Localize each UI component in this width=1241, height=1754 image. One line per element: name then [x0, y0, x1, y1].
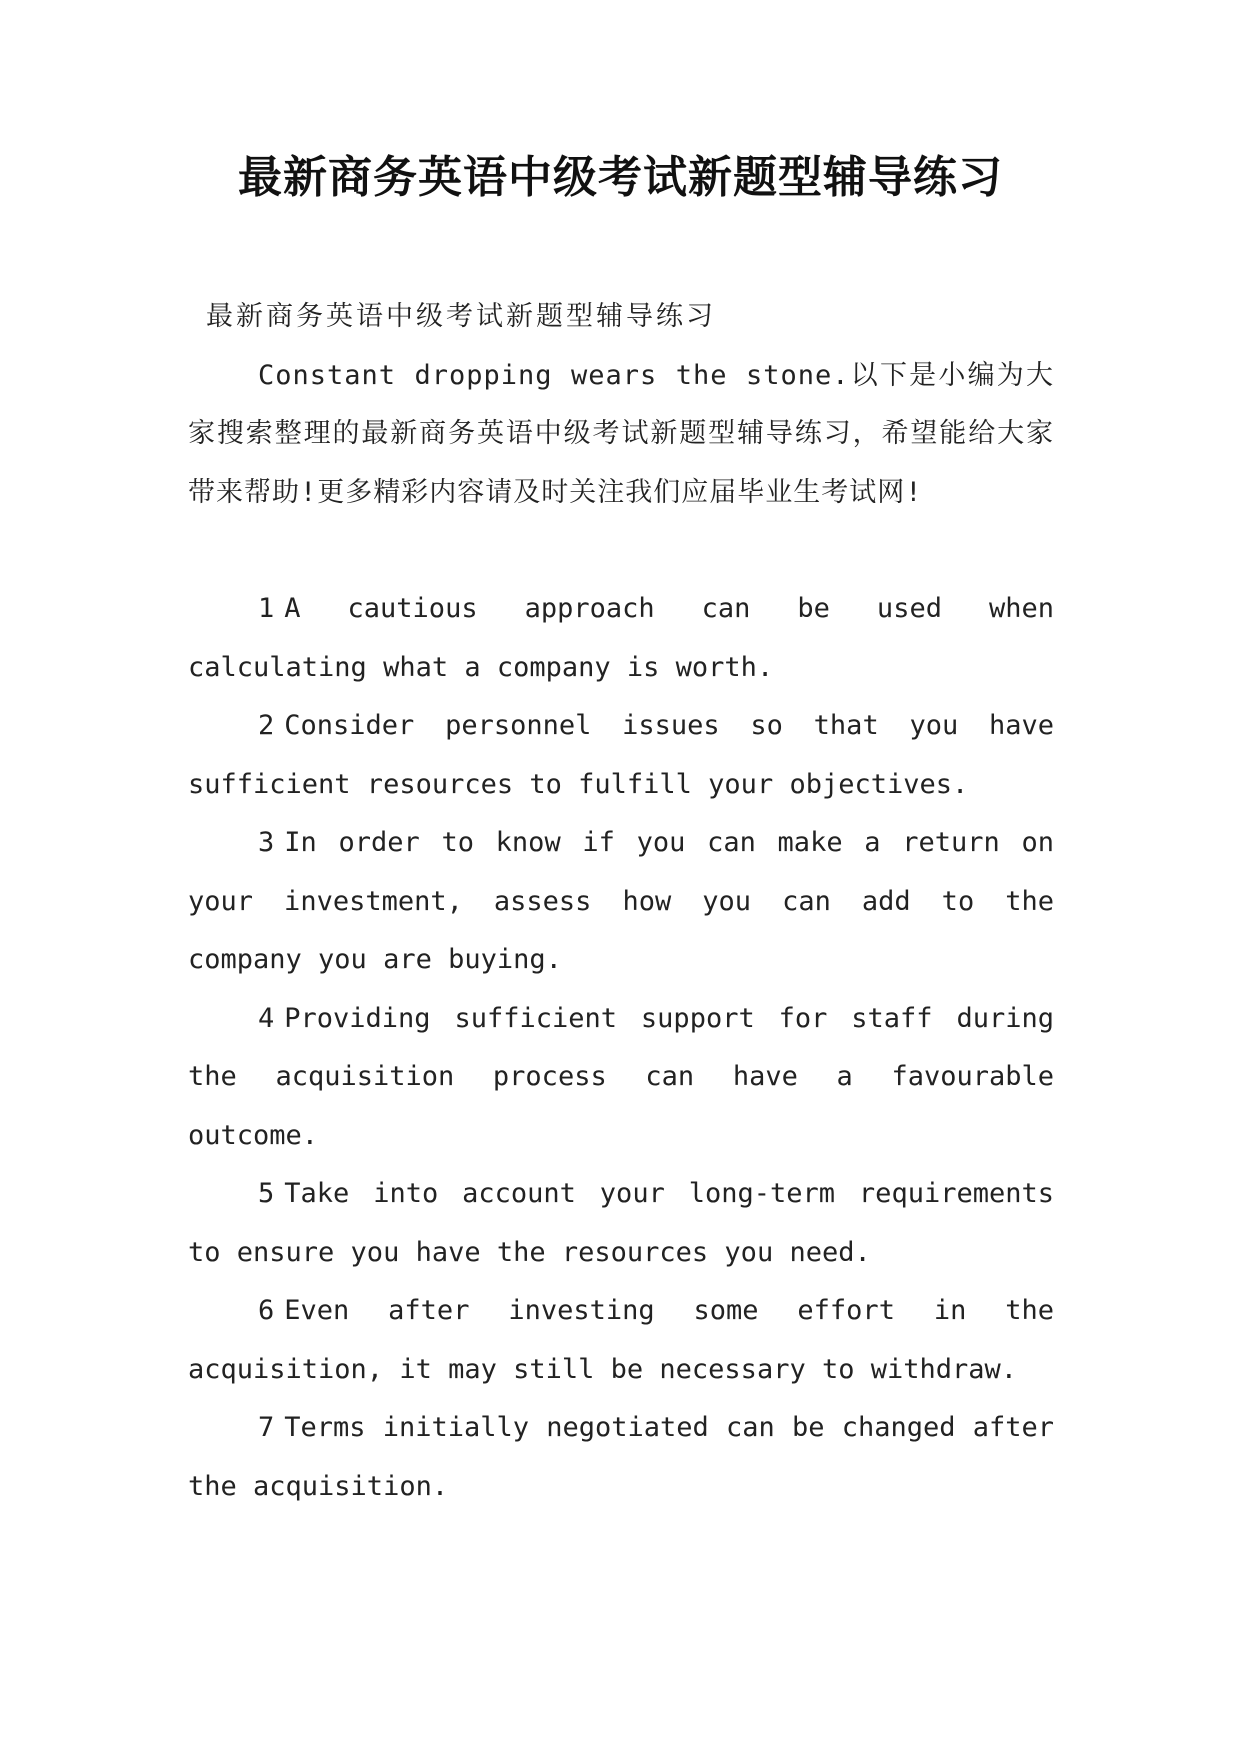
exercise-item — [188, 814, 1054, 990]
exercise-item — [188, 580, 1054, 697]
paragraph-spacer — [188, 522, 1054, 580]
exercise-item — [188, 697, 1054, 814]
item-text: Providing sufficient support for staff during the acquisition process can have a favourable outcome. — [188, 1002, 1054, 1151]
item-text: Even after investing some effort in the acquisition, it may still be necessary to withdraw. — [188, 1295, 1054, 1385]
item-number: 4 — [258, 1002, 275, 1034]
exercise-item — [188, 1165, 1054, 1282]
item-number: 3 — [258, 827, 275, 858]
exercise-item — [188, 1399, 1054, 1516]
item-text: In order to know if you can make a return on your investment, assess how you can add to the company you are buying. — [188, 827, 1054, 975]
intro-paragraph: Constant dropping wears the stone.以下是小编为大家搜索整理的最新商务英语中级考试新题型辅导练习，希望能给大家带来帮助!更多精彩内容请及时关注我们应届毕业生考试网! — [188, 359, 1054, 508]
item-number: 6 — [258, 1295, 275, 1326]
exercise-item — [188, 990, 1054, 1166]
document-body — [188, 288, 1054, 1516]
document-title: 最新商务英语中级考试新题型辅导练习 — [238, 152, 1003, 203]
document-subtitle: 最新商务英语中级考试新题型辅导练习 — [206, 301, 716, 332]
item-text: Terms initially negotiated can be changed after the acquisition. — [188, 1412, 1054, 1502]
exercise-item — [188, 1282, 1054, 1399]
item-number: 5 — [258, 1178, 275, 1209]
item-text: A cautious approach can be used when calculating what a company is worth. — [188, 593, 1054, 683]
item-number: 2 — [258, 710, 275, 741]
item-text: Consider personnel issues so that you have sufficient resources to fulfill your objectives. — [188, 710, 1054, 800]
item-text: Take into account your long-term requirements to ensure you have the resources you need. — [188, 1178, 1054, 1268]
item-number: 7 — [258, 1412, 275, 1443]
item-number: 1 — [258, 593, 275, 624]
